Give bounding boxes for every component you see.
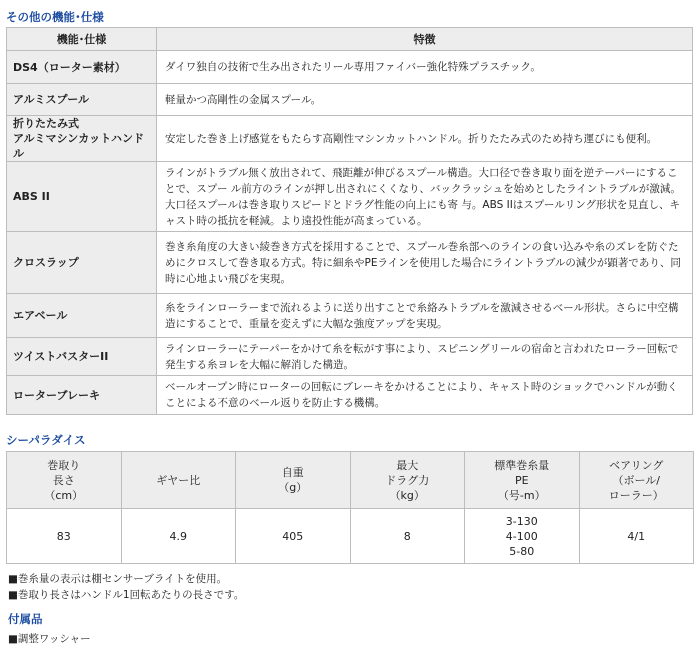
table-row [7, 51, 693, 84]
spec-section-title: シーパラダイス [6, 433, 86, 447]
spec-table [6, 451, 694, 564]
feature-name: DS4（ローター素材） [7, 51, 157, 84]
spec-header-cell: ギヤー比 [121, 452, 236, 509]
spec-value-cell: 4/1 [579, 509, 694, 564]
feature-desc: ラインローラーにテーパーをかけて糸を転がす事により、スピニングリールの宿命と言われたローラー回転で発生する糸ヨレを大幅に解消した構造。 [157, 338, 693, 376]
spec-header-cell: 自重 （g） [236, 452, 351, 509]
spec-header-cell: 標準巻糸量 PE （号-m） [465, 452, 580, 509]
table-row [7, 162, 693, 232]
spec-value-cell: 4.9 [121, 509, 236, 564]
feature-desc: ラインがトラブル無く放出されて、飛距離が伸びるスプール構造。大口径で巻き取り面を逆テーパーにすることで、スプー ル前方のラインが押し出されにくくなり、バックラッシュを始めとしたライントラブルが激減。大口径スプールは巻き取りスピードとドラグ性能の向上にも寄 与。ABS IIはスプールリング形状を見直し、キャスト時の抵抗を軽減。より遠投性能が高まっている。 [157, 162, 693, 232]
features-header-row [7, 28, 693, 51]
feature-name: ローターブレーキ [7, 376, 157, 415]
features-header-desc: 特徴 [157, 28, 693, 51]
spec-value-cell: 405 [236, 509, 351, 564]
features-table [6, 27, 693, 415]
feature-desc: ダイワ独自の技術で生み出されたリール専用ファイバー強化特殊プラスチック。 [157, 51, 693, 84]
feature-name: エアベール [7, 294, 157, 338]
feature-name: 折りたたみ式 アルミマシンカットハンドル [7, 116, 157, 162]
spec-value-cell: 83 [7, 509, 122, 564]
spec-header-row [7, 452, 694, 509]
feature-name: クロスラップ [7, 232, 157, 294]
features-section-title: その他の機能･仕様 [6, 10, 104, 24]
spec-header-cell: 最大 ドラグ力 （kg） [350, 452, 465, 509]
spec-value-cell: 3-130 4-100 5-80 [465, 509, 580, 564]
feature-desc: 軽量かつ高剛性の金属スプール。 [157, 84, 693, 116]
accessory-item: ■調整ワッシャー [8, 633, 91, 645]
feature-desc: 安定した巻き上げ感覚をもたらす高剛性マシンカットハンドル。折りたたみ式のため持ち運びにも便利。 [157, 116, 693, 162]
spec-value-cell: 8 [350, 509, 465, 564]
features-header-name: 機能･仕様 [7, 28, 157, 51]
note-line: ■巻取り長さはハンドル1回転あたりの長さです。 [8, 589, 245, 601]
table-row [7, 84, 693, 116]
feature-name: ツイストバスターII [7, 338, 157, 376]
table-row [7, 338, 693, 376]
feature-desc: ベールオープン時にローターの回転にブレーキをかけることにより、キャスト時のショックでハンドルが動くことによる不意のベール返りを防止する機構。 [157, 376, 693, 415]
spec-value-row [7, 509, 694, 564]
feature-name: ABS II [7, 162, 157, 232]
table-row [7, 294, 693, 338]
table-row [7, 116, 693, 162]
feature-desc: 巻き糸角度の大きい綾巻き方式を採用することで、スプール巻糸部へのラインの食い込みや糸のズレを防ぐためにクロスして巻き取る方式。特に細糸やPEラインを使用した場合にライントラブルの減少が顕著であり、同時に心地よい飛びを実現。 [157, 232, 693, 294]
feature-desc: 糸をラインローラーまで流れるように送り出すことで糸絡みトラブルを激減させるベール形状。さらに中空構造にすることで、重量を変えずに大幅な強度アップを実現。 [157, 294, 693, 338]
feature-name: アルミスプール [7, 84, 157, 116]
spec-header-cell: 巻取り 長さ （cm） [7, 452, 122, 509]
table-row [7, 376, 693, 415]
accessories-title: 付属品 [8, 612, 43, 626]
table-row [7, 232, 693, 294]
spec-header-cell: ベアリング （ボール/ ローラー） [579, 452, 694, 509]
note-line: ■巻糸量の表示は棚センサーブライトを使用。 [8, 573, 228, 585]
